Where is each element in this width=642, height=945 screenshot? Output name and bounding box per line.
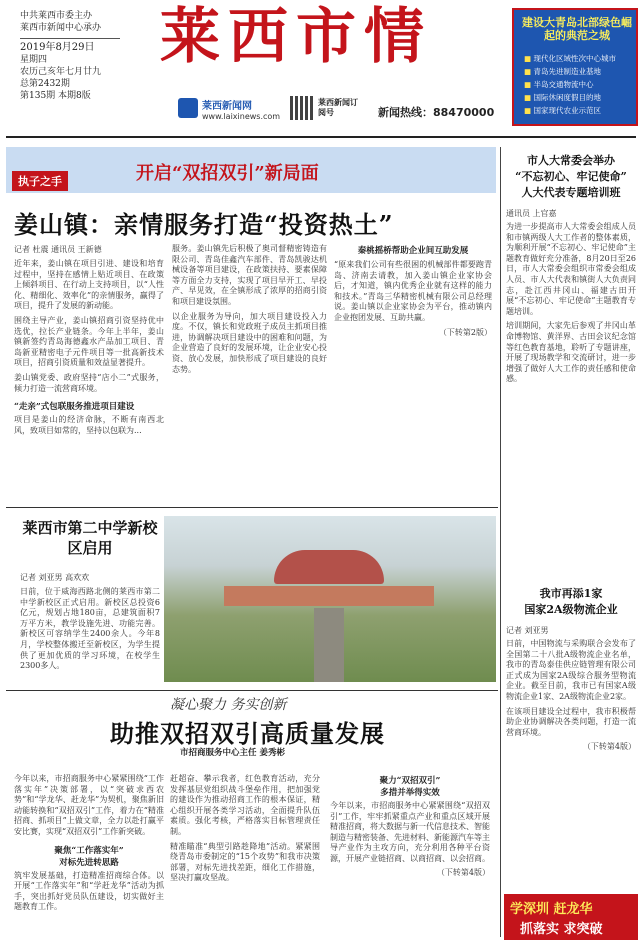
slogan-item: ■ 半岛交通物流中心 <box>524 78 616 91</box>
section-divider <box>6 690 498 691</box>
section-divider <box>6 507 498 508</box>
bottom-subhead: 对标先进转思路 <box>59 857 119 868</box>
lead-col3-subhead: 秦桃摇桥帮助企业间互助发展 <box>357 246 469 256</box>
bottom-paragraph: 今年以来，市招商服务中心紧紧围绕“工作落实年”决策部署，以“突破求西农势”和“学龙华、赶龙华”为契机，聚焦新旧动能转换和“双招双引”工作，着力在“精准招商、抓项目”上做文章，全力以赴打赢平安比赛，实现“双招双引”工作新突破。 <box>14 774 164 836</box>
lead-col2-paragraph: 服务。姜山镇先后积极了奥司督精密铸造有限公司、青岛佳鑫汽车部件、青岛凯骏达机械设备等项目建设，在政策扶持、要素保障等方面全力支持，实现了项目早开工、早投产、早见效，在全镇形成了浓厚的招商引资和项目建设氛围。 <box>172 244 327 306</box>
continued-note: （下转第4版） <box>582 742 636 752</box>
slogan-banner-text: 学深圳 赶龙华 <box>510 902 593 917</box>
feature-banner <box>6 147 496 193</box>
bottom-col2-paragraph: 精准瞄准“典型引路趁降地”活动。紧紧围绕青岛市委制定的“15个攻势”和我市决策部署，对标先进找差距，细化工作措施，坚决打赢攻坚战。 <box>170 841 320 883</box>
logistics-byline: 记者 刘亚男 <box>506 626 549 635</box>
lead-col2-paragraph: 以企业服务为导向，加大项目建设投入力度。不仅，镇长和党政班子成员主抓项目推进，协调解决项目建设中的困难和问题，为企业营造了良好的发展环境，让企业安心投资、放心发展，加快形成了项目建设的良好态势。 <box>172 311 327 374</box>
header-divider <box>6 136 636 138</box>
right-headline: 市人大常委会举办 <box>527 154 615 167</box>
column-divider <box>500 147 501 937</box>
bottom-headline: 助推双招双引高质量发展 <box>110 719 385 748</box>
lead-byline: 记者 杜震 通讯员 王新德 <box>14 245 102 254</box>
slogan-item: ■ 现代化区域性次中心城市 <box>524 52 616 65</box>
lead-headline: 姜山镇：亲情服务打造“投资热土” <box>14 210 394 239</box>
issue-number: 总第2432期 <box>20 79 70 89</box>
lead-subhead: “走亲”式包联服务推进项目建设 <box>14 402 135 413</box>
logistics-headline: 我市再添1家 <box>539 587 603 600</box>
right-headline: “不忘初心、牢记使命” <box>515 170 627 183</box>
right-paragraph: 培训期间，大家先后参观了井冈山革命博物馆、黄洋界、古田会议纪念馆等红色教育基地，聆听了专题讲座，开展了现场教学和交流研讨，进一步增强了做好人大工作的责任感和使命感。 <box>506 321 636 384</box>
weekday: 星期四 <box>20 55 48 65</box>
banner-text: 开启“双招双引”新局面 <box>136 163 319 184</box>
logistics-paragraph: 在该项目建设全过程中，我市积极帮助企业协调解决各类问题，打造一流营商环境。 <box>506 706 636 737</box>
logistics-headline: 国家2A级物流企业 <box>524 603 618 616</box>
site-logo[interactable] <box>178 98 198 118</box>
bottom-author: 市招商服务中心主任 姜秀彬 <box>180 748 285 758</box>
issue-date: 2019年8月29日 <box>20 42 95 53</box>
slogan-item: ■ 国际休闲度假目的地 <box>524 91 616 104</box>
right-paragraph: 为进一步提高市人大常委会组成人员和市镇两级人大工作者的整体素质，为顺利开展“不忘初心、牢记使命”主题教育做好充分准备，8月20日至26日，市人大常委会组织市常委会组成人员、市人大代表和镇街人大负责同志，赴江西井冈山、福建古田开展“不忘初心、牢记使命”主题教育专题培训。 <box>506 222 636 316</box>
bottom-col3-subhead: 多措并举得实效 <box>380 788 440 798</box>
bottom-paragraph: 筑牢发展基础，打造精准招商综合体。以开展“工作落实年”和“学赶龙华”活动为抓手，突出抓好党员队伍建设，切实做好主题教育工作。 <box>14 870 164 912</box>
slogan-box <box>512 8 638 126</box>
right-headline: 人大代表专题培训班 <box>521 186 621 199</box>
page-info: 第135期 本期8版 <box>20 91 91 101</box>
slogan-banner <box>504 894 638 940</box>
slogan-item: ■ 国家现代农业示范区 <box>524 104 616 117</box>
bottom-col3-subhead: 聚力“双招双引” <box>379 776 441 786</box>
masthead: 莱西市情 <box>160 2 432 72</box>
bottom-subhead: 聚焦“工作落实年” <box>54 845 124 856</box>
school-paragraph: 日前，位于威海西路北侧的莱西市第二中学新校区正式启用。新校区总投资6亿元，规划占地180亩，总建筑面积7万平方米，教学设施先进、功能完善。新校区可容纳学生2400余人。今年8月，学校整体搬迁至新校区，为学生提供了更加优质的学习环境，在校学生2300多人。 <box>20 587 160 671</box>
lead-paragraph: 姜山镇党委、政府坚持“店小二”式服务，倾力打造一流营商环境。 <box>14 372 164 393</box>
logistics-paragraph: 日前，中国物流与采购联合会发布了全国第二十八批A级物流企业名单，我市的青岛泰佳供应链管理有限公司正式成为国家2A级综合服务型物流企业。截至目前，我市已有国家A级物流企业1家、2A级物流企业2家。 <box>506 639 636 701</box>
banner-tag: 执子之手 <box>12 171 68 191</box>
slogan-banner-text: 抓落实 求突破 <box>520 922 603 937</box>
bottom-kicker: 凝心聚力 务实创新 <box>170 697 287 713</box>
lead-paragraph: 围绕主导产业，姜山镇招商引资坚持优中选优，拉长产业链条。今年上半年，姜山镇新签约青岛海德鑫水产品加工项目、青岛新亚精密电子元件项目等一批高新技术项目，招商引资质量和效益显著提升。 <box>14 315 164 368</box>
slogan-title: 建设大青岛北部绿色崛起的典范之城 <box>522 16 632 42</box>
lead-col3-paragraph: “原来我们公司有些很困的机械部件都要跑青岛、济南去请教，加入姜山镇企业家协会后，才知道，镇内优秀企业就有这样的能力和技术。”青岛三华精密机械有限公司总经理说。姜山镇以企业家协会为平台，推动镇内企业抱团发展、互助共赢。 <box>334 260 492 322</box>
organizer-line: 中共莱西市委主办 <box>20 11 93 21</box>
bottom-col3-paragraph: 今年以来，市招商服务中心紧紧围绕“双招双引”工作，牢牢抓紧重点产业和重点区域开展精准招商，将大数据与新一代信息技术、智能制造与精密装备、先进材料、新能源汽车等主导产业作为主攻方向，充分利用各种平台资源，开展产业链招商、以商招商、以会招商。 <box>330 801 490 863</box>
right-byline: 通讯员 上官嘉 <box>506 209 557 218</box>
continued-note: （下转第4版） <box>436 867 490 877</box>
hotline: 新闻热线：88470000 <box>378 106 495 119</box>
lead-paragraph: 近年来，姜山镇在项目引进、建设和培育过程中，坚持在感情上贴近项目、在政策上倾斜项目、在行动上支持项目，以“人性化、精细化、效率化”的亲情服务，赢得了项目，提升了发展的新动能。 <box>14 259 164 311</box>
school-byline: 记者 刘亚男 高欢欢 <box>20 573 90 582</box>
site-url[interactable]: www.laixinews.com <box>202 112 281 121</box>
qr-code <box>290 96 314 120</box>
slogan-item: ■ 青岛先进制造业基地 <box>524 65 616 78</box>
subscription-label: 莱西新闻订阅号 <box>318 98 358 117</box>
slogan-list <box>524 52 616 117</box>
school-campus-photo <box>164 516 496 682</box>
organizer-line: 莱西市新闻中心承办 <box>20 23 102 33</box>
bottom-col2-paragraph: 赶超奋、攀示我者，红色教育活动，充分发挥基层党组织战斗堡垒作用，把加强党的建设作为推动招商工作的根本保证，精心组织开展各类学习活动，全面提升队伍素质。强化考核，严格落实目标管理责任制。 <box>170 774 320 836</box>
school-headline: 莱西市第二中学新校区启用 <box>22 519 158 557</box>
lead-paragraph: 项目是姜山的经济命脉，不断有南西北风，致项目如常的，坚持以包联为... <box>14 415 164 435</box>
lunar-date: 农历己亥年七月廿九 <box>20 67 102 77</box>
continued-note: （下转第2版） <box>438 327 492 337</box>
site-name[interactable]: 莱西新闻网 <box>202 101 252 112</box>
